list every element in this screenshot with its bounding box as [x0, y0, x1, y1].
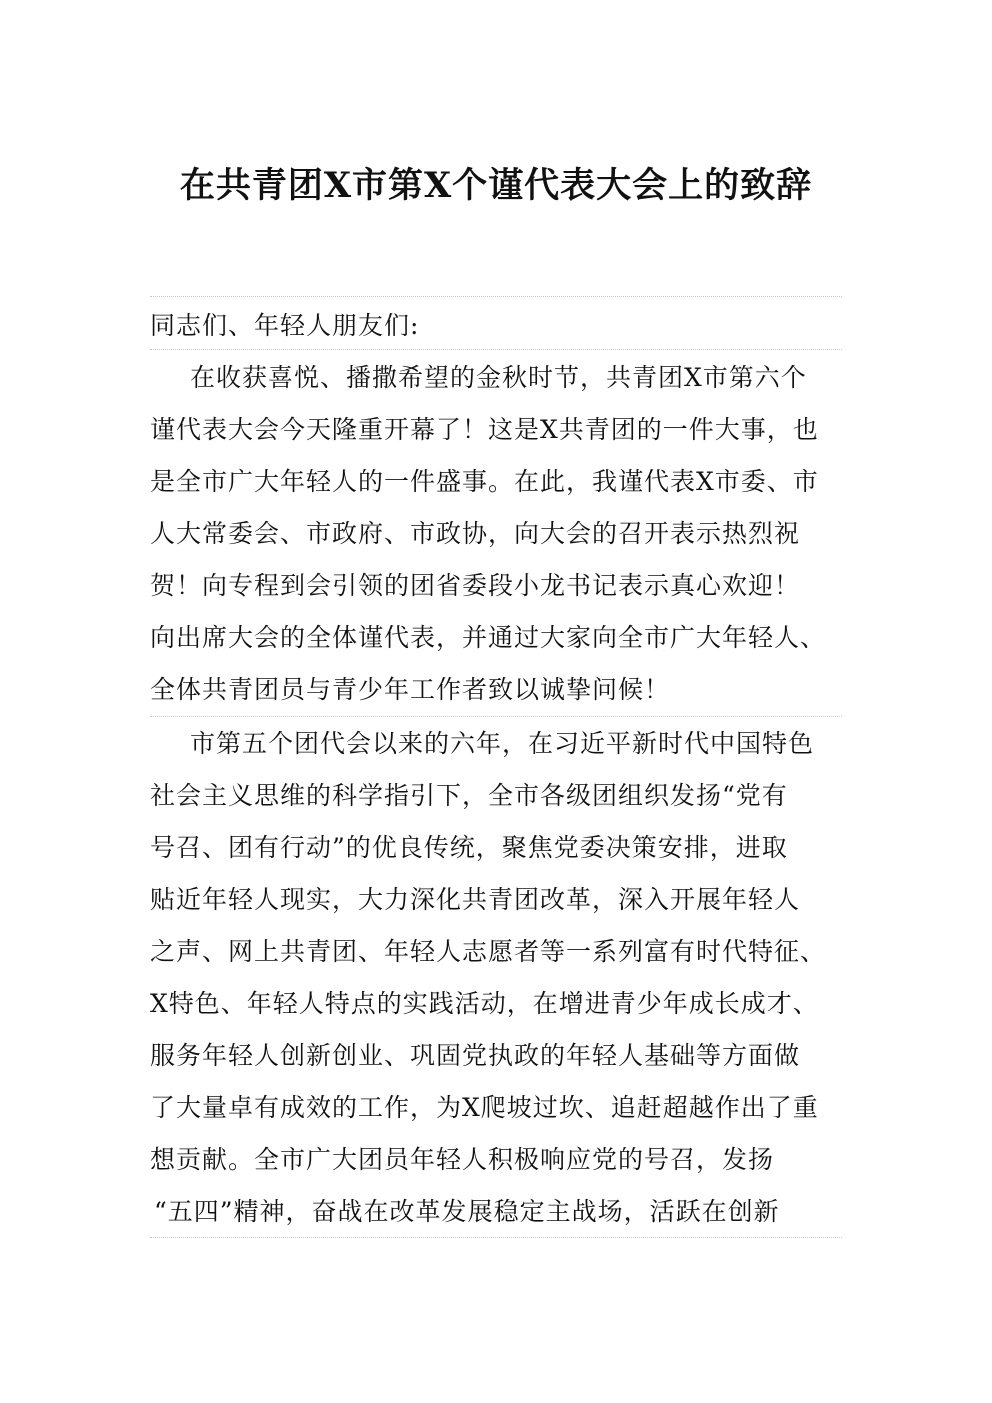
paragraph-line: 向出席大会的全体谨代表，并通过大家向全市广大年轻人、: [150, 623, 827, 652]
paragraph-line: X特色、年轻人特点的实践活动，在增进青少年成长成才、: [150, 989, 819, 1018]
paragraph-line: 社会主义思维的科学指引下，全市各级团组织发扬“党有: [150, 781, 788, 810]
divider: [150, 716, 842, 717]
paragraph-line: 了大量卓有成效的工作，为X爬坡过坎、追赶超越作出了重: [150, 1093, 819, 1122]
paragraph-line: 全体共青团员与青少年工作者致以诚挚问候！: [150, 675, 671, 704]
paragraph-line: 号召、团有行动”的优良传统，聚焦党委决策安排，进取: [150, 833, 788, 862]
paragraph-line: 之声、网上共青团、年轻人志愿者等一系列富有时代特征、: [150, 937, 827, 966]
paragraph-line: 市第五个团代会以来的六年，在习近平新时代中国特色: [190, 729, 815, 758]
paragraph-line: 人大常委会、市政府、市政协，向大会的召开表示热烈祝: [150, 519, 801, 548]
paragraph-line: 贺！向专程到会引领的团省委段小龙书记表示真心欢迎！: [150, 571, 801, 600]
paragraph-1: [150, 352, 850, 716]
paragraph-line: 想贡献。全市广大团员年轻人积极响应党的号召，发扬: [150, 1145, 775, 1174]
divider: [150, 1237, 842, 1238]
paragraph-2: [150, 718, 850, 1238]
paragraph-line: 服务年轻人创新创业、巩固党执政的年轻人基础等方面做: [150, 1041, 801, 1070]
document-title: 在共青团X市第X个谨代表大会上的致辞: [179, 165, 813, 206]
paragraph-line: “五四”精神，奋战在改革发展稳定主战场，活跃在创新: [154, 1197, 780, 1226]
paragraph-line: 贴近年轻人现实，大力深化共青团改革，深入开展年轻人: [150, 885, 801, 914]
paragraph-line: 在收获喜悦、播撒希望的金秋时节，共青团X市第六个: [190, 363, 807, 392]
salutation: 同志们、年轻人朋友们:: [150, 311, 420, 340]
paragraph-line: 是全市广大年轻人的一件盛事。在此，我谨代表X市委、市: [150, 467, 819, 496]
paragraph-line: 谨代表大会今天隆重开幕了！这是X共青团的一件大事，也: [150, 415, 819, 444]
salutation-block: [150, 300, 850, 352]
divider: [150, 349, 842, 350]
divider: [150, 296, 842, 297]
